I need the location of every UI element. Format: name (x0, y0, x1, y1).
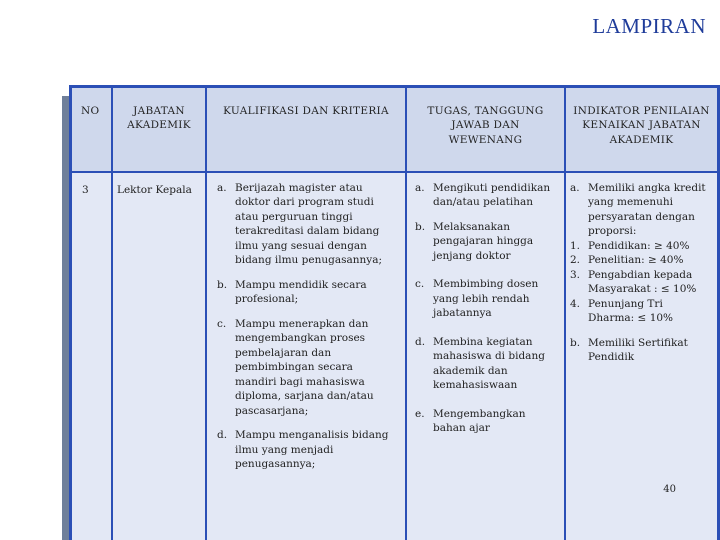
list-marker: 4. (570, 297, 581, 310)
list-text: Membimbing dosen yang lebih rendah jabatannya (433, 278, 539, 320)
list-item (415, 277, 556, 320)
list-item (217, 278, 395, 307)
header-jabatan-label: JABATAN AKADEMIK (127, 105, 191, 132)
page-number: 40 (663, 484, 676, 495)
list-text: Pendidikan: ≥ 40% (588, 239, 690, 252)
list-marker: d. (415, 335, 426, 348)
cell-no (72, 173, 111, 540)
list-text: Penunjang Tri Dharma: ≤ 10% (588, 297, 674, 325)
list-text: Mengikuti pendidikan dan/atau pelatihan (433, 182, 551, 209)
list-item (415, 335, 556, 393)
list-item (217, 428, 395, 471)
list-item (570, 181, 711, 239)
list-marker: 1. (570, 239, 581, 252)
list-item (570, 268, 711, 297)
list-text: Penelitian: ≥ 40% (588, 254, 684, 267)
cell-kualifikasi (207, 173, 405, 540)
list-marker: b. (570, 336, 581, 349)
list-marker: b. (217, 278, 228, 291)
list-item (415, 181, 556, 210)
list-text: Pengabdian kepada Masyarakat : ≤ 10% (588, 268, 697, 296)
list-text: Berijazah magister atau doktor dari program studi atau perguruan tinggi terakreditasi dalam bidang ilmu yang sesuai dengan bidang ilmu penugasannya; (235, 182, 382, 267)
list-item (415, 220, 556, 263)
header-jabatan (113, 88, 205, 171)
list-marker: a. (217, 182, 227, 194)
list-marker: 2. (570, 254, 581, 267)
list-text: Mampu menerapkan dan mengembangkan proses pembelajaran dan pembimbingan secara mandiri bagi mahasiswa diploma, sarjana dan/atau pascasarjana; (235, 317, 374, 417)
list-text: Mampu menganalisis bidang ilmu yang menjadi penugasannya; (235, 429, 389, 471)
cell-indikator (566, 173, 717, 540)
header-kualifikasi-label: KUALIFIKASI DAN KRITERIA (223, 105, 389, 117)
list-item (570, 253, 711, 267)
header-no (72, 88, 111, 171)
cell-tugas (407, 173, 564, 540)
list-marker: 3. (570, 268, 581, 281)
header-indikator-label: INDIKATOR PENILAIAN KENAIKAN JABATAN AKADEMIK (573, 105, 710, 146)
page-title: LAMPIRAN (592, 14, 706, 38)
list-item (570, 336, 711, 365)
cell-jabatan (113, 173, 205, 540)
list-item (217, 317, 395, 418)
list-marker: c. (415, 278, 425, 291)
list-text: Memiliki Sertifikat Pendidik (588, 336, 688, 364)
list-marker: a. (415, 182, 425, 194)
header-tugas-label: TUGAS, TANGGUNG JAWAB DAN WEWENANG (427, 105, 544, 146)
header-no-label: NO (81, 105, 100, 117)
list-marker: c. (217, 317, 227, 330)
list-item (415, 407, 556, 436)
list-item (570, 297, 711, 326)
header-kualifikasi (207, 88, 405, 171)
header-tugas (407, 88, 564, 171)
list-text: Membina kegiatan mahasiswa di bidang akademik dan kemahasiswaan (433, 335, 545, 392)
row-no: 3 (82, 184, 89, 196)
list-marker: a. (570, 182, 580, 194)
list-item (570, 239, 711, 253)
list-text: Melaksanakan pengajaran hingga jenjang doktor (433, 220, 534, 262)
list-marker: d. (217, 429, 228, 442)
list-marker: b. (415, 220, 426, 233)
header-indikator (566, 88, 717, 171)
list-text: Mampu mendidik secara profesional; (235, 278, 367, 306)
row-jabatan: Lektor Kepala (117, 184, 192, 196)
list-text: Memiliki angka kredit yang memenuhi persyaratan dengan proporsi: (588, 182, 706, 238)
list-marker: e. (415, 407, 425, 420)
list-item (217, 181, 395, 268)
list-text: Mengembangkan bahan ajar (433, 407, 526, 435)
